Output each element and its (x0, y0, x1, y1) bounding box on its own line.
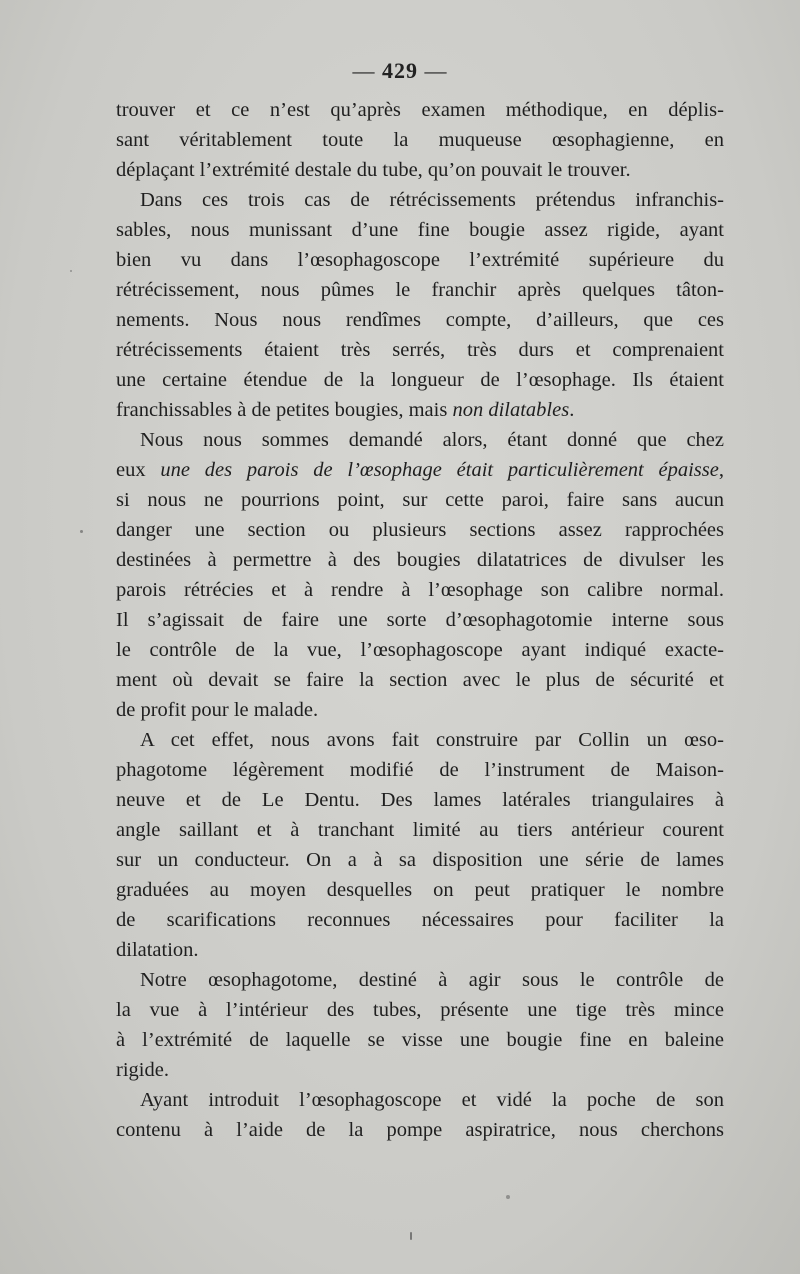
text-line: sant véritablement toute la muqueuse œsophagienne, en (116, 129, 724, 151)
scan-speck (506, 1195, 510, 1199)
text-line-tail: , (718, 459, 724, 481)
text-line: Nous nous sommes demandé alors, étant donné que chez (140, 429, 724, 451)
text-line: bien vu dans l’œsophagoscope l’extrémité supérieure du (116, 249, 724, 271)
text-line-tail: . (569, 399, 575, 421)
text-line-plain: eux (116, 459, 161, 481)
text-line: le contrôle de la vue, l’œsophagoscope ayant indiqué exacte- (116, 639, 724, 661)
text-line: A cet effet, nous avons fait construire par Collin un œso- (140, 729, 724, 751)
text-line: Ayant introduit l’œsophagoscope et vidé la poche de son (140, 1089, 724, 1111)
page-number-value: 429 (382, 58, 418, 83)
text-line: angle saillant et à tranchant limité au tiers antérieur courent (116, 819, 724, 841)
text-line: danger une section ou plusieurs sections assez rapprochées (116, 519, 724, 541)
text-line: de profit pour le malade. (116, 699, 319, 721)
text-line: phagotome légèrement modifié de l’instrument de Maison- (116, 759, 724, 781)
text-line: contenu à l’aide de la pompe aspiratrice, nous cherchons (116, 1119, 724, 1141)
text-line: Il s’agissait de faire une sorte d’œsophagotomie interne sous (116, 609, 724, 631)
text-line: sur un conducteur. On a à sa disposition une série de lames (116, 849, 724, 871)
text-line: trouver et ce n’est qu’après examen méthodique, en déplis- (116, 99, 724, 121)
scan-speck (80, 530, 83, 533)
text-line (116, 395, 724, 425)
text-line: rétrécissements étaient très serrés, très durs et comprenaient (116, 339, 724, 361)
text-line: neuve et de Le Dentu. Des lames latérales triangulaires à (116, 789, 724, 811)
text-line: Dans ces trois cas de rétrécissements prétendus infranchis- (140, 189, 724, 211)
text-line: dilatation. (116, 939, 199, 961)
text-line: graduées au moyen desquelles on peut pratiquer le nombre (116, 879, 724, 901)
paragraph-2 (116, 185, 724, 425)
text-line: déplaçant l’extrémité destale du tube, qu’on pouvait le trouver. (116, 159, 631, 181)
italic-phrase: une des parois de l’œsophage était particulièrement épaisse (160, 459, 719, 481)
text-line-plain: franchissables à de petites bougies, mais (116, 399, 453, 421)
paragraph-6 (116, 1085, 724, 1145)
text-line: ment où devait se faire la section avec le plus de sécurité et (116, 669, 724, 691)
paragraph-5 (116, 965, 724, 1085)
text-line: sables, nous munissant d’une fine bougie assez rigide, ayant (116, 219, 724, 241)
text-line: rétrécissement, nous pûmes le franchir après quelques tâton- (116, 279, 724, 301)
text-line: à l’extrémité de laquelle se visse une bougie fine en baleine (116, 1029, 724, 1051)
text-line: Notre œsophagotome, destiné à agir sous le contrôle de (140, 969, 724, 991)
text-line: si nous ne pourrions point, sur cette paroi, faire sans aucun (116, 489, 724, 511)
text-line: une certaine étendue de la longueur de l’œsophage. Ils étaient (116, 369, 724, 391)
page-number-dash-left: — (352, 58, 382, 83)
text-line (116, 455, 724, 485)
text-line: destinées à permettre à des bougies dilatatrices de divulser les (116, 549, 724, 571)
scan-speck (410, 1232, 412, 1240)
scan-speck (70, 270, 72, 272)
text-line: parois rétrécies et à rendre à l’œsophage son calibre normal. (116, 579, 724, 601)
italic-phrase: non dilatables (452, 399, 570, 421)
text-line: rigide. (116, 1059, 169, 1081)
page-number-dash-right: — (418, 58, 448, 83)
text-line: nements. Nous nous rendîmes compte, d’ailleurs, que ces (116, 309, 724, 331)
text-line: la vue à l’intérieur des tubes, présente une tige très mince (116, 999, 724, 1021)
paragraph-3 (116, 425, 724, 725)
paragraph-4 (116, 725, 724, 965)
paragraph-1 (116, 95, 724, 185)
page-number (0, 58, 800, 84)
body-text (116, 95, 724, 1145)
text-line: de scarifications reconnues nécessaires pour faciliter la (116, 909, 724, 931)
